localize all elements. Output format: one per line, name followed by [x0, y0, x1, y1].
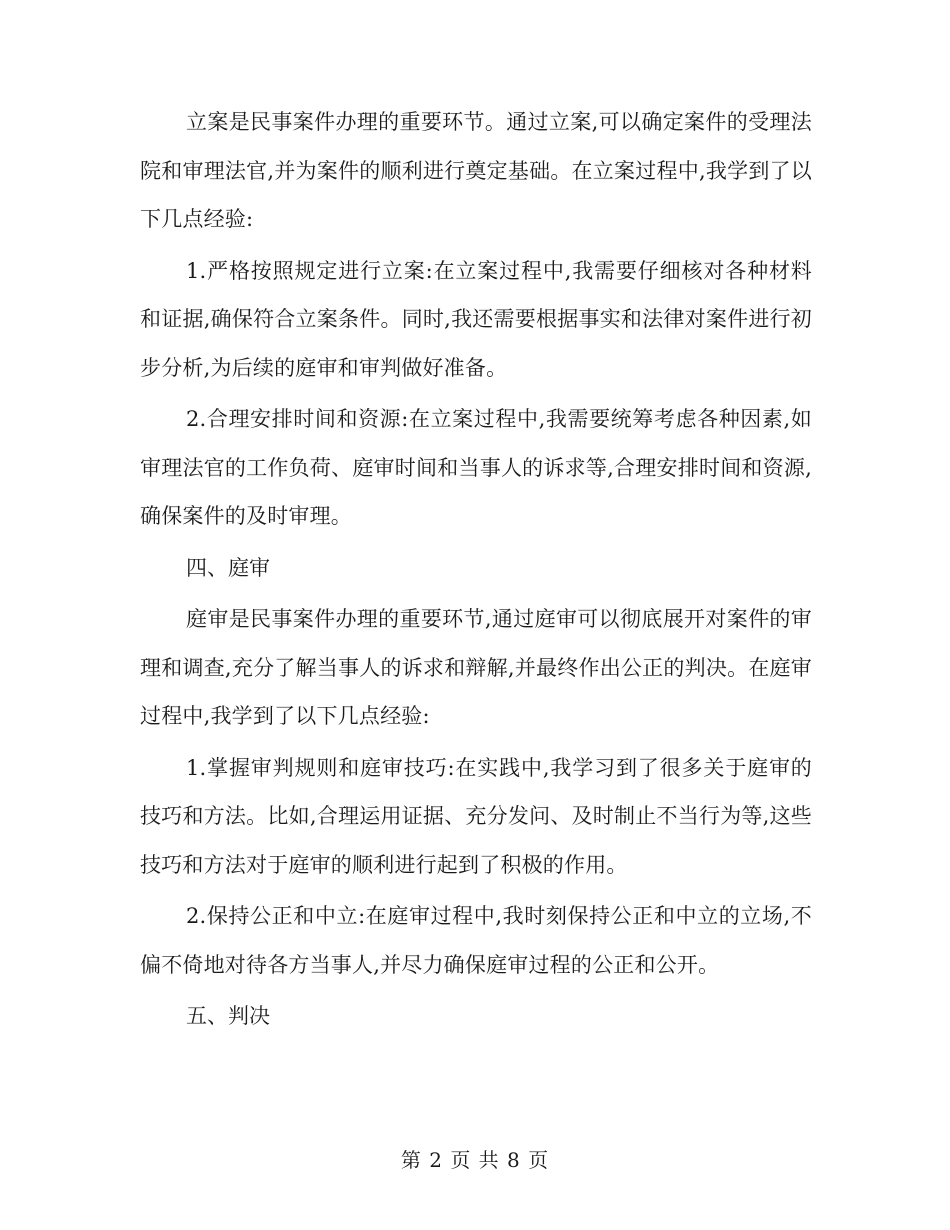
document-body	[140, 98, 812, 1044]
paragraph-filing-point-2: 2.合理安排时间和资源:在立案过程中,我需要统筹考虑各种因素,如审理法官的工作负荷、庭审时间和当事人的诉求等,合理安排时间和资源,确保案件的及时审理。	[140, 407, 812, 528]
paragraph-filing-point-1: 1.严格按照规定进行立案:在立案过程中,我需要仔细核对各种材料和证据,确保符合立案条件。同时,我还需要根据事实和法律对案件进行初步分析,为后续的庭审和审判做好准备。	[140, 258, 812, 380]
page-number-footer: 第 2 页 共 8 页	[400, 1148, 550, 1172]
section-heading-trial: 四、庭审	[186, 555, 270, 580]
section-heading-judgment: 五、判决	[186, 1004, 270, 1028]
paragraph-trial-intro: 庭审是民事案件办理的重要环节,通过庭审可以彻底展开对案件的审理和调查,充分了解当事人的诉求和辩解,并最终作出公正的判决。在庭审过程中,我学到了以下几点经验:	[140, 607, 812, 728]
paragraph-filing-intro: 立案是民事案件办理的重要环节。通过立案,可以确定案件的受理法院和审理法官,并为案件的顺利进行奠定基础。在立案过程中,我学到了以下几点经验:	[140, 110, 812, 231]
paragraph-trial-point-2: 2.保持公正和中立:在庭审过程中,我时刻保持公正和中立的立场,不偏不倚地对待各方当事人,并尽力确保庭审过程的公正和公开。	[140, 904, 812, 977]
paragraph-trial-point-1: 1.掌握审判规则和庭审技巧:在实践中,我学习到了很多关于庭审的技巧和方法。比如,合理运用证据、充分发问、及时制止不当行为等,这些技巧和方法对于庭审的顺利进行起到了积极的作用。	[140, 755, 812, 877]
